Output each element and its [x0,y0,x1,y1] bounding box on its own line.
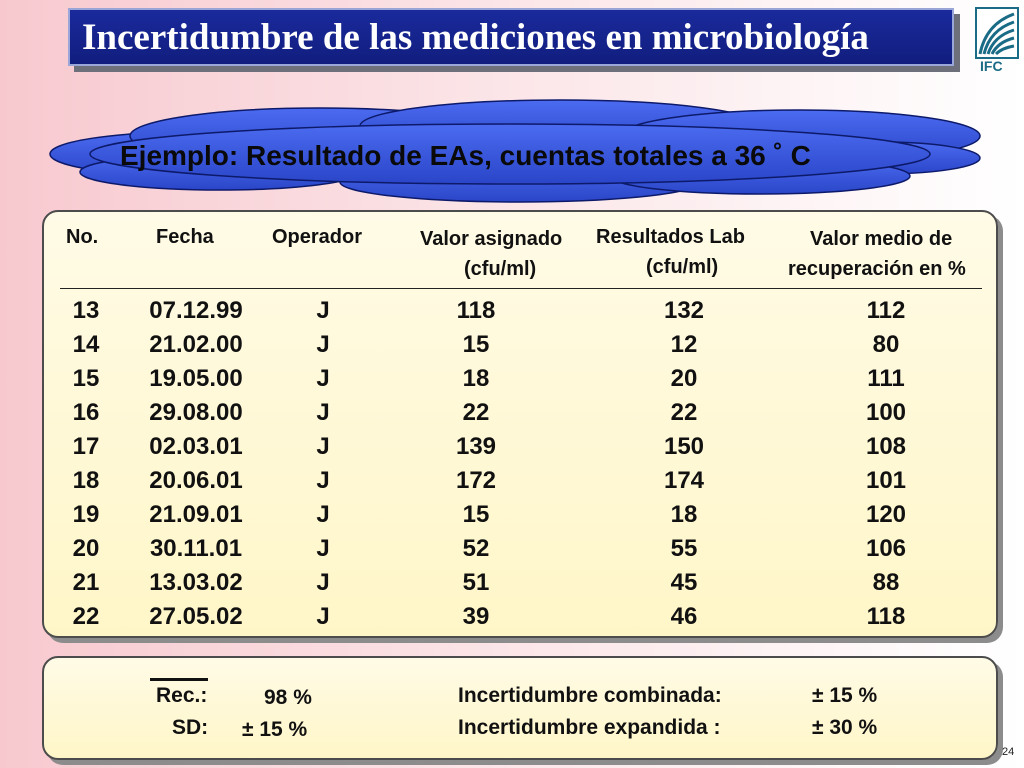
cell-valor-asignado: 51 [462,569,490,596]
table-row [0,467,1024,501]
cell-no: 16 [72,399,100,426]
cell-recuperacion: 88 [872,569,900,596]
cell-recuperacion: 111 [867,365,905,392]
cell-fecha: 07.12.99 [149,297,243,324]
header-valor-medio: Valor medio de [810,228,953,250]
table-row [0,433,1024,467]
cell-recuperacion: 106 [865,535,907,562]
cell-recuperacion: 118 [866,603,906,630]
summary-rule [150,678,208,681]
cell-valor-asignado: 52 [462,535,490,562]
cell-no: 17 [72,433,100,460]
subtitle-text: Ejemplo: Resultado de EAs, cuentas totales a 36 ˚ C [120,140,811,171]
cell-no: 14 [72,331,100,358]
header-recuperacion: recuperación en % [788,258,966,280]
expanded-uncertainty-label: Incertidumbre expandida : [458,716,721,739]
header-resultados-unit: (cfu/ml) [646,256,719,278]
cell-fecha: 13.03.02 [149,569,243,596]
cell-no: 20 [72,535,100,562]
cell-operador: J [316,297,330,324]
cell-resultado-lab: 20 [670,365,698,392]
cell-resultado-lab: 55 [670,535,698,562]
cell-resultado-lab: 174 [663,467,705,494]
table-row [0,603,1024,637]
cell-recuperacion: 100 [865,399,907,426]
table-row [0,365,1024,399]
cell-fecha: 21.09.01 [149,501,243,528]
cell-fecha: 27.05.02 [149,603,243,630]
cell-valor-asignado: 139 [455,433,497,460]
table-row [0,297,1024,331]
cell-valor-asignado: 18 [462,365,490,392]
header-resultados: Resultados Lab [596,226,745,248]
rec-label: Rec.: [156,684,208,707]
cell-valor-asignado: 39 [462,603,490,630]
cell-valor-asignado: 15 [462,501,490,528]
cell-recuperacion: 112 [866,297,906,324]
cell-no: 21 [72,569,100,596]
cell-resultado-lab: 18 [670,501,698,528]
cell-fecha: 19.05.00 [149,365,243,392]
cell-operador: J [316,569,330,596]
cell-operador: J [316,365,330,392]
table-row [0,331,1024,365]
header-no: No. [66,226,99,248]
header-fecha: Fecha [156,226,214,248]
cell-valor-asignado: 22 [462,399,490,426]
sd-value: ± 15 % [242,718,308,741]
table-row [0,501,1024,535]
cell-no: 18 [72,467,100,494]
page-number: 24 [1002,746,1015,758]
cell-no: 22 [72,603,100,630]
cell-resultado-lab: 45 [670,569,698,596]
combined-uncertainty-value: ± 15 % [812,684,878,707]
combined-uncertainty-label: Incertidumbre combinada: [458,684,722,707]
cell-recuperacion: 80 [872,331,900,358]
cell-valor-asignado: 172 [455,467,497,494]
cell-no: 15 [72,365,100,392]
cell-no: 13 [72,297,100,324]
cell-operador: J [316,501,330,528]
sd-label: SD: [172,716,209,739]
cell-recuperacion: 120 [865,501,907,528]
cell-valor-asignado: 118 [456,297,496,324]
cell-operador: J [316,331,330,358]
cell-recuperacion: 101 [865,467,907,494]
cell-no: 19 [72,501,100,528]
cell-resultado-lab: 12 [670,331,698,358]
cell-resultado-lab: 150 [663,433,705,460]
table-row [0,399,1024,433]
logo-label: IFC [980,58,1003,74]
cell-fecha: 20.06.01 [149,467,243,494]
cell-operador: J [316,467,330,494]
rec-value: 98 % [264,686,312,709]
summary-panel [42,656,998,760]
cell-recuperacion: 108 [865,433,907,460]
header-divider [60,288,982,289]
cell-operador: J [316,535,330,562]
cell-resultado-lab: 22 [670,399,698,426]
cell-resultado-lab: 132 [663,297,705,324]
header-valor-asignado-unit: (cfu/ml) [464,258,537,280]
cell-operador: J [316,399,330,426]
cell-fecha: 02.03.01 [149,433,243,460]
title-banner [68,8,954,66]
cell-fecha: 30.11.01 [149,535,243,562]
cell-valor-asignado: 15 [462,331,490,358]
cell-operador: J [316,603,330,630]
slide-title: Incertidumbre de las mediciones en microbiología [82,17,869,58]
cell-fecha: 29.08.00 [149,399,243,426]
expanded-uncertainty-value: ± 30 % [812,716,878,739]
header-operador: Operador [272,226,363,248]
cell-fecha: 21.02.00 [149,331,243,358]
table-row [0,569,1024,603]
cell-operador: J [316,433,330,460]
table-row [0,535,1024,569]
cell-resultado-lab: 46 [670,603,698,630]
header-valor-asignado: Valor asignado [420,228,563,250]
